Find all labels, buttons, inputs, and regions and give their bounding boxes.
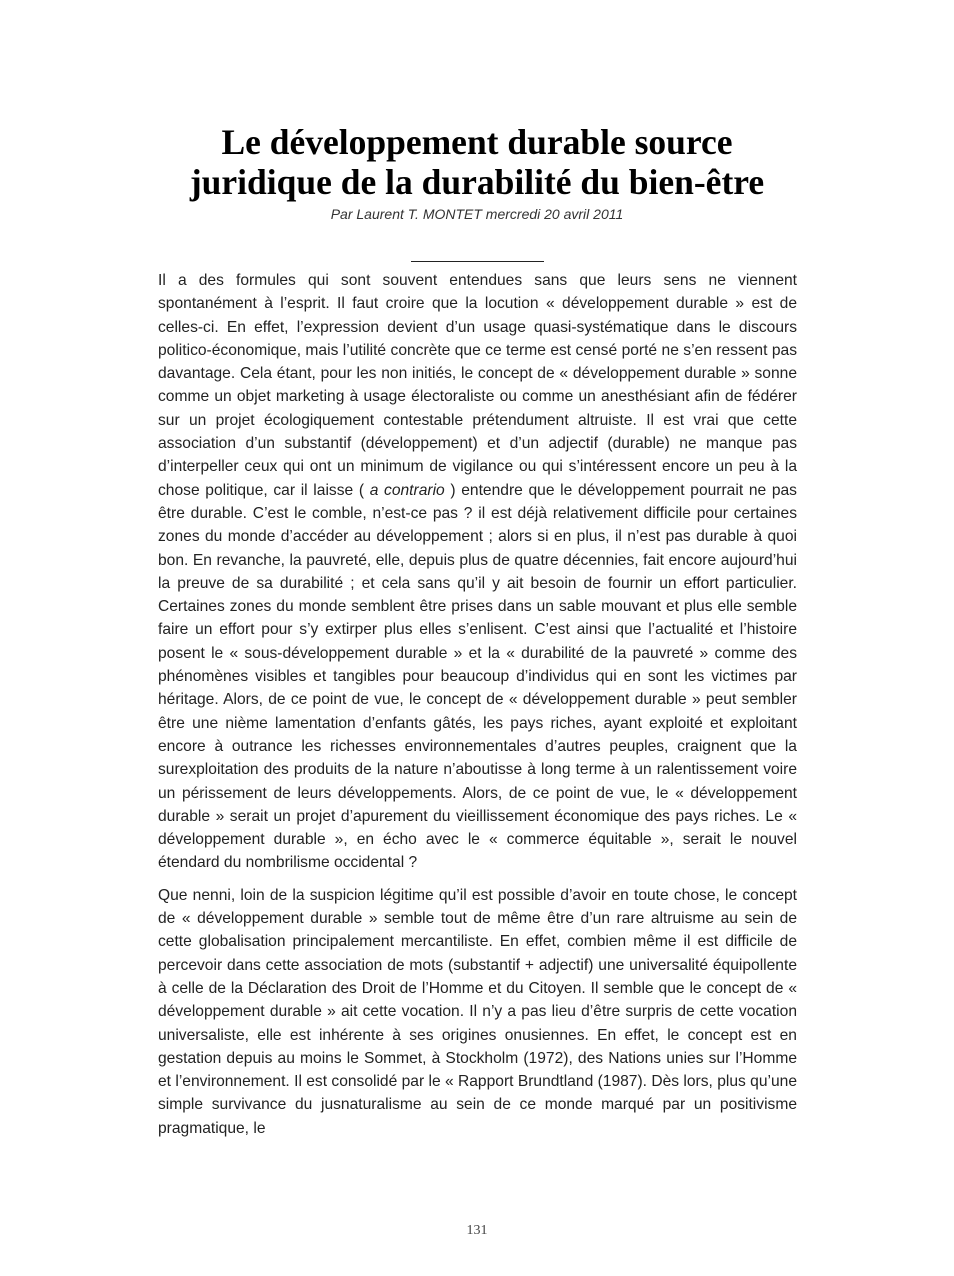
article-byline: Par Laurent T. MONTET mercredi 20 avril 2011: [330, 206, 624, 222]
article-title: [100, 122, 854, 202]
page-number: 131: [466, 1223, 488, 1238]
paragraph-1-part-1: Il a des formules qui sont souvent entendues sans que leurs sens ne viennent spontanément à l’esprit. Il faut croire que la locution « développement durable » est de celles-ci. En effet, l’expression devient d’un usage quasi-systématique dans le discours politico-économique, mais l’utilité concrète que ce terme est censé porté ne s’en ressent pas davantage. Cela étant, pour les non initiés, le concept de « développement durable » sonne comme un objet marketing à usage électoraliste ou comme un anesthésiant afin de fédérer sur un projet écologiquement contestable prétendument altruiste. Il est vrai que cette association d’un substantif (développement) et d’un adjectif (durable) ne manque pas d’interpeller ceux qui ont un minimum de vigilance ou qui s’intéressent encore un peu à la chose politique, car il laisse (: [158, 272, 797, 499]
article-body: [158, 269, 797, 1140]
paragraph-1-emphasis: a contrario: [369, 481, 445, 499]
article-title-line-2: juridique de la durabilité du bien-être: [189, 162, 765, 202]
paragraph-2: Que nenni, loin de la suspicion légitime qu’il est possible d’avoir en toute chose, le concept de « développement durable » semble tout de même être d’un rare altruisme au sein de cette globalisation principalement mercantiliste. En effet, combien même il est difficile de percevoir dans cette association de mots (substantif + adjectif) une universalité équipollente à celle de la Déclaration des Droit de l’Homme et du Citoyen. Il semble que le concept de « développement durable » ait cette vocation. Il n’y a pas lieu d’être surpris de cette vocation universaliste, elle est inhérente à ses origines onusiennes. En effet, le concept est en gestation depuis au moins le Sommet, à Stockholm (1972), des Nations unies sur l’Homme et l’environnement. Il est consolidé par le « Rapport Brundtland (1987). Dès lors, plus qu’une simple survivance du jusnaturalisme au sein de ce monde marqué par un positivisme pragmatique, le: [158, 886, 797, 1137]
title-divider: [411, 261, 544, 262]
paragraph-1-part-2: ) entendre que le développement pourrait ne pas être durable. C’est le comble, n’est-ce pas ? il est déjà relativement difficile pour certaines zones du monde d’accéder au développement ; alors si en plus, il n’est pas durable à quoi bon. En revanche, la pauvreté, elle, depuis plus de quatre décennies, fait encore aujourd’hui la preuve de sa durabilité ; et cela sans qu’il y ait besoin de fournir un effort particulier. Certaines zones du monde semblent être prises dans un sable mouvant et plus elle semble faire un effort pour s’y extirper plus elles s’enlisent. C’est ainsi que l’actualité et l’histoire posent le « sous-développement durable » et la « durabilité de la pauvreté » comme des phénomènes visibles et tangibles pour beaucoup d’individus qui en sont les victimes par héritage. Alors, de ce point de vue, le concept de « développement durable » peut sembler être une nième lamentation d’enfants gâtés, les pays riches, ayant exploité et exploitant encore à outrance les richesses environnementales d’autres peuples, craignent que la surexploitation des produits de la nature n’aboutisse à long terme à un ralentissement voire un périssement de leurs développements. Alors, de ce point de vue, le « développement durable » serait un projet d’apurement du vieillissement économique des pays riches. Le « développement durable », en écho avec le « commerce équitable », serait le nouvel étendard du nombrilisme occidental ?: [158, 481, 797, 872]
paragraph-1: [158, 269, 797, 875]
article-title-line-1: Le développement durable source: [221, 122, 733, 162]
